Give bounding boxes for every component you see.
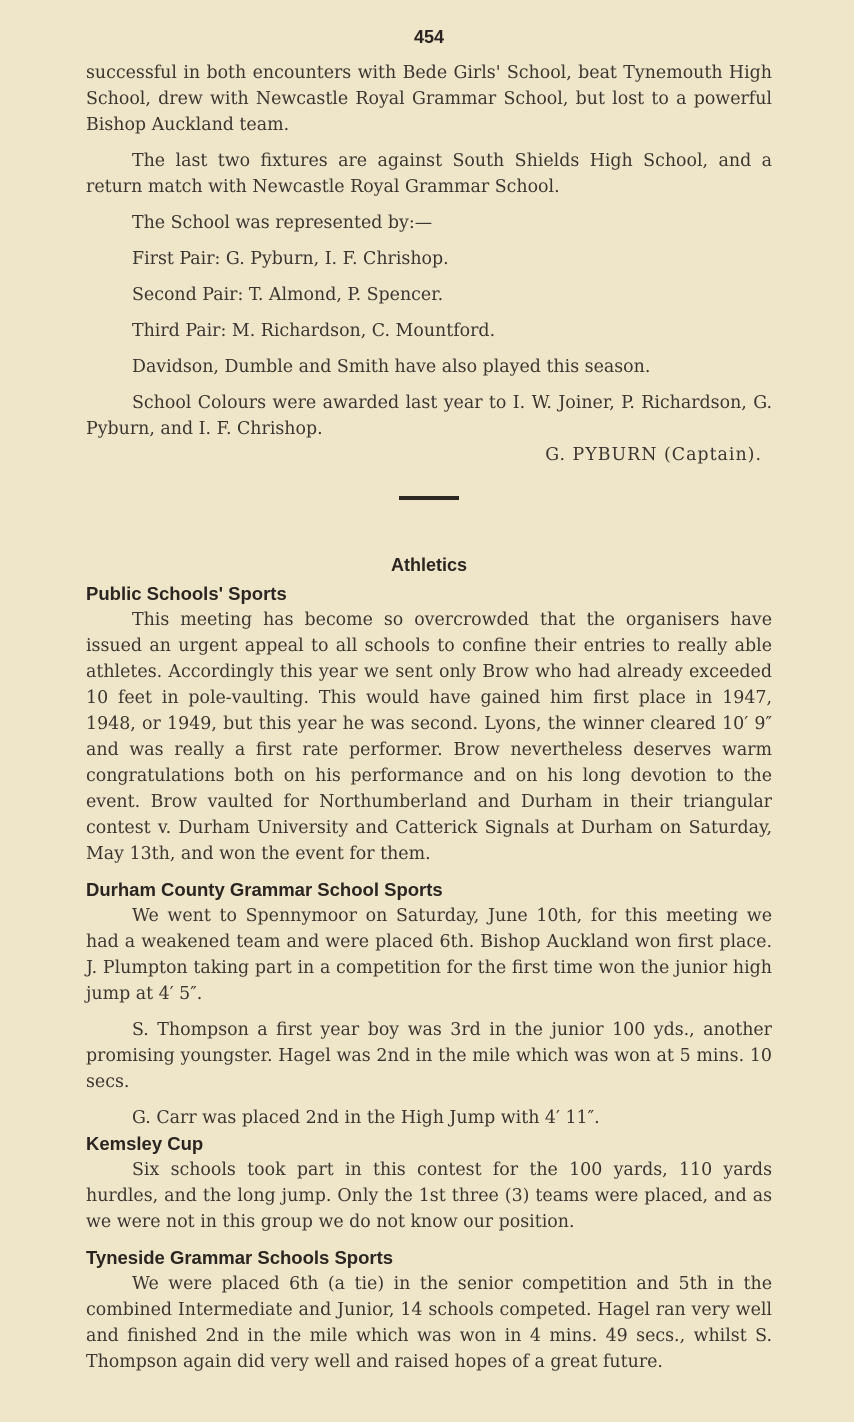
tennis-pair-line: Third Pair: M. Richardson, C. Mountford. — [132, 321, 496, 341]
tennis-paragraph: The School was represented by:— — [132, 213, 433, 233]
tennis-paragraph: The last two fixtures are against South Shields High School, and a return match with Newcastle Royal Grammar School. — [86, 151, 772, 197]
body-paragraph: S. Thompson a first year boy was 3rd in the junior 100 yds., another promising youngster. Hagel was 2nd in the mile which was won at 5 mins. 10 secs. — [86, 1020, 772, 1092]
body-paragraph: Six schools took part in this contest for the 100 yards, 110 yards hurdles, and the long jump. Only the 1st three (3) teams were placed, and as we were not in this group we do not know our position. — [86, 1160, 772, 1232]
subsection-heading: Durham County Grammar School Sports — [86, 879, 443, 900]
tennis-pair-line: First Pair: G. Pyburn, I. F. Chrishop. — [132, 249, 449, 269]
tennis-paragraph: Davidson, Dumble and Smith have also played this season. — [132, 357, 651, 377]
section-divider — [399, 496, 459, 500]
section-title: Athletics — [390, 555, 468, 575]
captain-signature: G. PYBURN (Captain). — [545, 445, 762, 465]
tennis-paragraph: successful in both encounters with Bede Girls' School, beat Tynemouth High School, drew with Newcastle Royal Grammar School, but lost to a powerful Bishop Auckland team. — [86, 63, 772, 135]
tennis-paragraph: School Colours were awarded last year to I. W. Joiner, P. Richardson, G. Pyburn, and I. F. Chrishop. — [86, 393, 772, 439]
page-number: 454 — [413, 27, 445, 47]
tennis-pair-line: Second Pair: T. Almond, P. Spencer. — [132, 285, 444, 305]
body-paragraph: G. Carr was placed 2nd in the High Jump with 4′ 11″. — [132, 1108, 600, 1128]
subsection-heading: Public Schools' Sports — [86, 583, 287, 604]
body-paragraph: We went to Spennymoor on Saturday, June 10th, for this meeting we had a weakened team and were placed 6th. Bishop Auckland won first place. J. Plumpton taking part in a competition for the first time won the junior high jump at 4′ 5″. — [86, 906, 772, 1004]
subsection-heading: Kemsley Cup — [86, 1133, 204, 1154]
body-paragraph: We were placed 6th (a tie) in the senior competition and 5th in the combined Intermediate and Junior, 14 schools competed. Hagel ran very well and finished 2nd in the mile which was won in 4 mins. 49 secs., whilst S. Thompson again did very well and raised hopes of a great future. — [86, 1274, 772, 1372]
subsection-heading: Tyneside Grammar Schools Sports — [86, 1247, 394, 1268]
body-paragraph: This meeting has become so overcrowded that the organisers have issued an urgent appeal to all schools to confine their entries to really able athletes. Accordingly this year we sent only Brow who had already exceeded 10 feet in pole-vaulting. This would have gained him first place in 1947, 1948, or 1949, but this year he was second. Lyons, the winner cleared 10′ 9″ and was really a first rate performer. Brow nevertheless deserves warm congratulations both on his performance and on his long devotion to the event. Brow vaulted for Northumberland and Durham in their triangular contest v. Durham University and Catterick Signals at Durham on Saturday, May 13th, and won the event for them. — [86, 610, 772, 864]
